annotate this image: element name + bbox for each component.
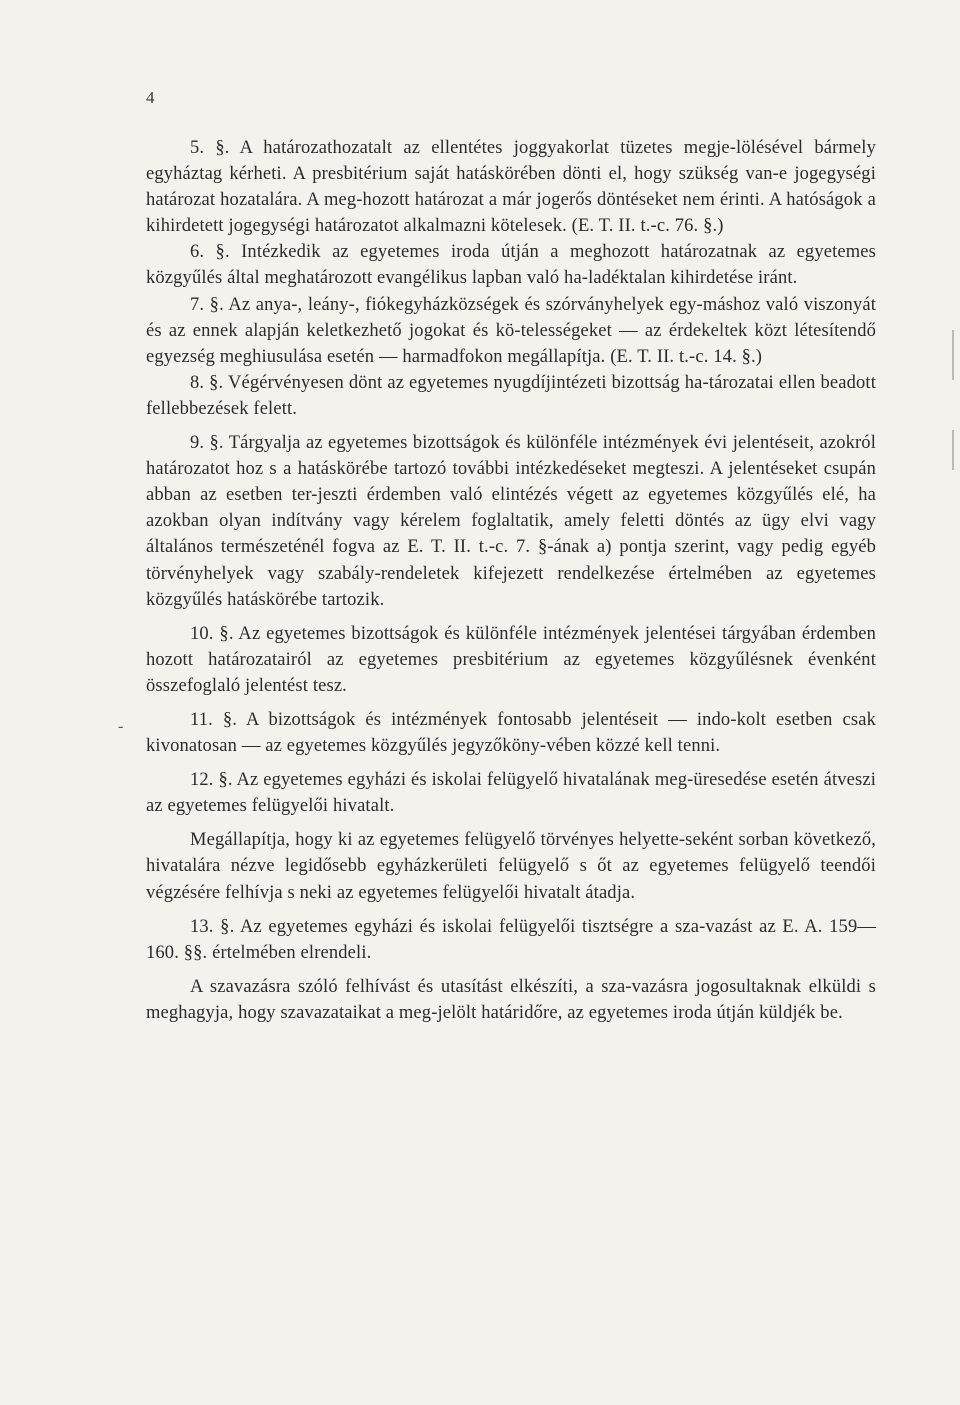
paragraph-5: 5. §. A határozathozatalt az ellentétes joggyakorlat tüzetes megje-lölésével bármely egyháztag kérheti. A presbitérium saját hatáskörében dönti el, hogy szükség van-e jogegységi határozat hozatalára. A meg-hozott határozat a már jogerős döntéseket nem érinti. A hatóságok a kihirdetett jogegységi határozatot alkalmazni kötelesek. (E. T. II. t.-c. 76. §.) [146,138,876,237]
paragraph-7: 7. §. Az anya-, leány-, fiókegyházközségek és szórványhelyek egy-máshoz való viszonyát és az ennek alapján keletkezhető jogokat és kö-telességeket — az érdekeltek közt létesítendő egyezség meghiusulása esetén — harmadfokon megállapítja. (E. T. II. t.-c. 14. §.) [146,294,876,367]
paragraph-12: 12. §. Az egyetemes egyházi és iskolai felügyelő hivatalának meg-üresedése esetén átveszi az egyetemes felügyelői hivatalt. [146,770,876,817]
paragraph-13-continued: A szavazásra szóló felhívást és utasítást elkészíti, a sza-vazásra jogosultaknak elküldi s meghagyja, hogy szavazataikat a meg-jelölt határidőre, az egyetemes iroda útján küldjék be. [146,976,876,1023]
page-number: 4 [146,88,155,107]
paragraph-8: 8. §. Végérvényesen dönt az egyetemes nyugdíjintézeti bizottság ha-tározatai ellen beadott fellebbezések felett. [146,372,876,419]
margin-tick [952,330,954,380]
paragraph-10: 10. §. Az egyetemes bizottságok és különféle intézmények jelentései tárgyában érdemben hozott határozatairól az egyetemes presbitérium az egyetemes közgyűlésnek évenként összefoglaló jelentést tesz. [146,623,876,696]
paragraph-11: 11. §. A bizottságok és intézmények fontosabb jelentéseit — indo-kolt esetben csak kivonatosan — az egyetemes közgyűlés jegyzőköny-vében közzé kell tenni. [146,709,876,757]
stray-mark: - [118,718,124,735]
body-text [146,135,876,1026]
paragraph-13: 13. §. Az egyetemes egyházi és iskolai felügyelői tisztségre a sza-vazást az E. A. 159—160. §§. értelmében elrendeli. [146,916,876,963]
paragraph-12-continued: Megállapítja, hogy ki az egyetemes felügyelő törvényes helyette-seként sorban következő, hivatalára nézve legidősebb egyházkerületi felügyelő s őt az egyetemes felügyelő teendői végzésére felhívja s neki az egyetemes felügyelői hivatalt átadja. [146,830,876,903]
paragraph-9: 9. §. Tárgyalja az egyetemes bizottságok és különféle intézmények évi jelentéseit, azokról határozatot hoz s a hatáskörébe tartozó további intézkedéseket megteszi. A jelentéseket csupán abban az esetben ter-jeszti érdemben való elintézés végett az egyetemes közgyűlés elé, ha azokban olyan indítvány vagy kérelem foglaltatik, amely feletti döntés az ügy elvi vagy általános természeténél fogva az E. T. II. t.-c. 7. §-ának a) pontja szerint, vagy pedig egyéb törvényhelyek vagy szabály-rendeletek kifejezett rendelkezése értelmében az egyetemes közgyűlés hatáskörébe tartozik. [146,433,876,610]
margin-tick [952,430,954,470]
paragraph-6: 6. §. Intézkedik az egyetemes iroda útján a meghozott határozatnak az egyetemes közgyűlés által meghatározott evangélikus lapban való ha-ladéktalan kihirdetése iránt. [146,242,876,289]
